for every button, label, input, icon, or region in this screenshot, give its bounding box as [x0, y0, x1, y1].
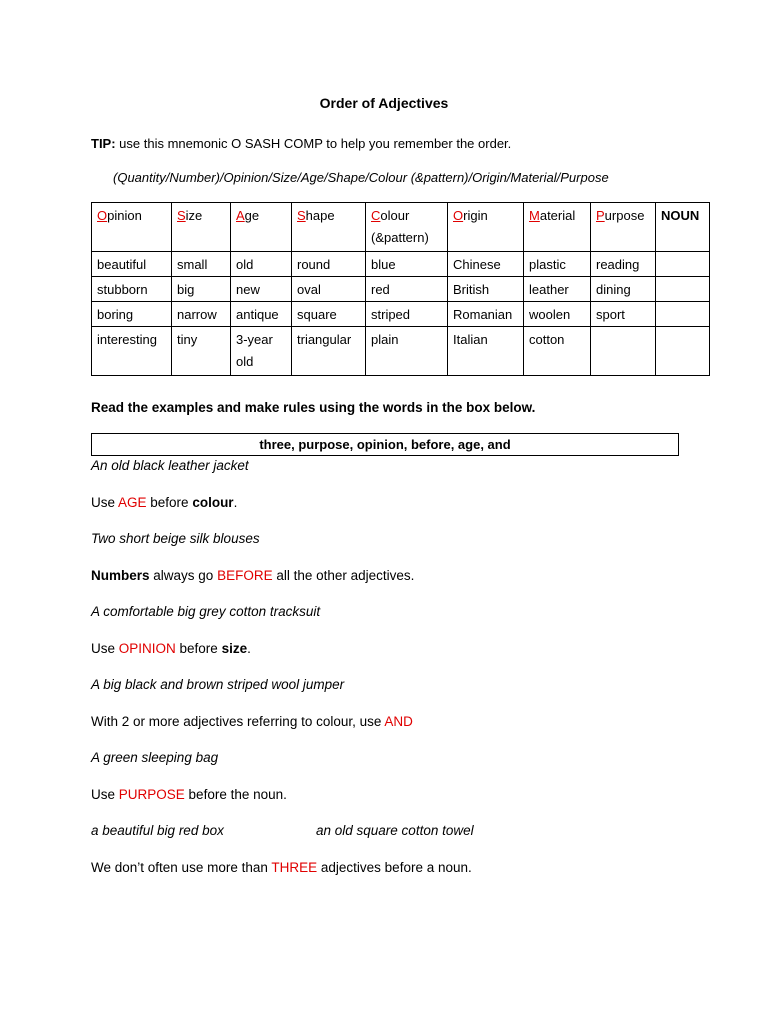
table-cell: reading [591, 252, 656, 277]
table-cell: British [448, 277, 524, 302]
example-6a: a beautiful big red box [91, 823, 224, 838]
table-header-row [92, 203, 710, 252]
table-cell: blue [366, 252, 448, 277]
table-row [92, 302, 710, 327]
header-origin: Origin [448, 203, 524, 252]
tip-label: TIP: [91, 136, 116, 151]
rule-2: Numbers always go BEFORE all the other adjectives. [91, 568, 415, 583]
table-cell: square [292, 302, 366, 327]
rule-4: With 2 or more adjectives referring to colour, use AND [91, 714, 413, 729]
table-cell: big [172, 277, 231, 302]
table-cell: oval [292, 277, 366, 302]
header-noun: NOUN [656, 203, 710, 252]
rule-3: Use OPINION before size. [91, 641, 251, 656]
table-row [92, 252, 710, 277]
header-colour: Colour (&pattern) [366, 203, 448, 252]
table-cell: antique [231, 302, 292, 327]
example-3: A comfortable big grey cotton tracksuit [91, 604, 321, 619]
table-cell [656, 277, 710, 302]
header-size: Size [172, 203, 231, 252]
header-shape: Shape [292, 203, 366, 252]
header-material: Material [524, 203, 591, 252]
example-4: A big black and brown striped wool jumper [91, 677, 345, 692]
example-1: An old black leather jacket [91, 458, 249, 473]
header-opinion: Opinion [92, 203, 172, 252]
instruction-heading: Read the examples and make rules using the words in the box below. [91, 400, 536, 415]
table-cell: stubborn [92, 277, 172, 302]
word-box: three, purpose, opinion, before, age, and [91, 433, 679, 456]
table-cell: interesting [92, 327, 172, 376]
table-cell: cotton [524, 327, 591, 376]
table-cell: narrow [172, 302, 231, 327]
table-cell: striped [366, 302, 448, 327]
table-cell [656, 302, 710, 327]
table-cell: dining [591, 277, 656, 302]
table-cell: plastic [524, 252, 591, 277]
table-cell: tiny [172, 327, 231, 376]
adjective-order-table [91, 202, 710, 376]
table-cell: Italian [448, 327, 524, 376]
header-age: Age [231, 203, 292, 252]
table-cell: woolen [524, 302, 591, 327]
table-cell: round [292, 252, 366, 277]
order-sequence: (Quantity/Number)/Opinion/Size/Age/Shape/Colour (&pattern)/Origin/Material/Purpose [113, 170, 609, 185]
table-cell: Chinese [448, 252, 524, 277]
table-cell: old [231, 252, 292, 277]
example-5: A green sleeping bag [91, 750, 219, 765]
rule-6: We don’t often use more than THREE adjectives before a noun. [91, 860, 472, 875]
rule-1: Use AGE before colour. [91, 495, 238, 510]
table-cell: 3-year old [231, 327, 292, 376]
rule-5: Use PURPOSE before the noun. [91, 787, 287, 802]
example-6b: an old square cotton towel [316, 823, 474, 838]
table-cell: Romanian [448, 302, 524, 327]
tip-line [91, 136, 511, 151]
table-cell [591, 327, 656, 376]
table-row [92, 327, 710, 376]
tip-text: use this mnemonic O SASH COMP to help you remember the order. [115, 136, 512, 151]
table-cell: plain [366, 327, 448, 376]
example-2: Two short beige silk blouses [91, 531, 260, 546]
table-cell [656, 252, 710, 277]
header-purpose: Purpose [591, 203, 656, 252]
table-cell: sport [591, 302, 656, 327]
table-cell: boring [92, 302, 172, 327]
table-cell: red [366, 277, 448, 302]
table-cell: new [231, 277, 292, 302]
table-cell [656, 327, 710, 376]
table-cell: leather [524, 277, 591, 302]
table-cell: beautiful [92, 252, 172, 277]
table-cell: triangular [292, 327, 366, 376]
page-title: Order of Adjectives [319, 95, 449, 111]
table-row [92, 277, 710, 302]
table-cell: small [172, 252, 231, 277]
